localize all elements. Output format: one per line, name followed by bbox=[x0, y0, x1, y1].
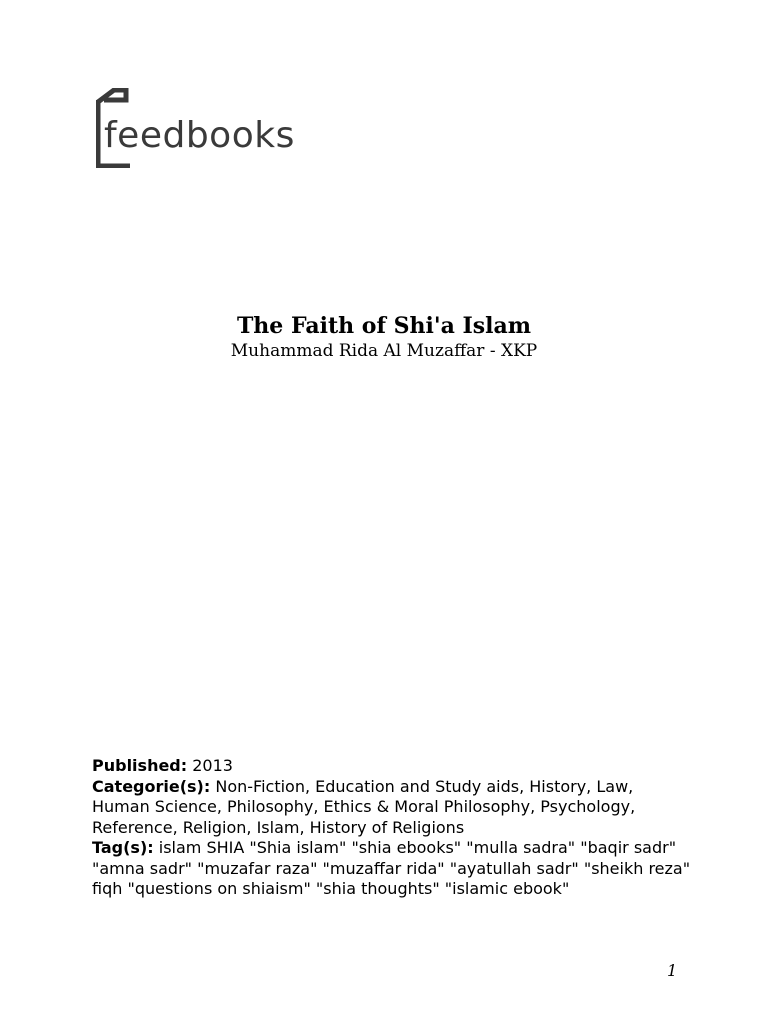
logo-wordmark: feedbooks bbox=[104, 115, 295, 156]
book-metadata bbox=[92, 756, 692, 900]
categories-line bbox=[92, 777, 692, 839]
categories-label: Categorie(s): bbox=[92, 776, 211, 796]
page-number: 1 bbox=[667, 961, 678, 980]
tags-line bbox=[92, 838, 692, 900]
published-label: Published: bbox=[92, 756, 188, 775]
published-line bbox=[92, 756, 692, 777]
published-value: 2013 bbox=[192, 756, 233, 775]
book-author: Muhammad Rida Al Muzaffar - XKP bbox=[230, 341, 538, 361]
feedbooks-logo bbox=[96, 88, 336, 168]
title-block bbox=[0, 312, 768, 362]
tags-label: Tag(s): bbox=[92, 838, 154, 857]
tags-value: islam SHIA "Shia islam" "shia ebooks" "mulla sadra" "baqir sadr" "amna sadr" "muzafar raza" "muzaffar rida" "ayatullah sadr" "sheikh reza" fiqh "questions on shiaism" "shia thoughts" "islamic ebook" bbox=[92, 838, 691, 898]
book-title: The Faith of Shi'a Islam bbox=[236, 313, 532, 339]
categories-value: Non-Fiction, Education and Study aids, History, Law, Human Science, Philosophy, Ethics & Moral Philosophy, Psychology, Reference, Religion, Islam, History of Religions bbox=[92, 776, 636, 837]
